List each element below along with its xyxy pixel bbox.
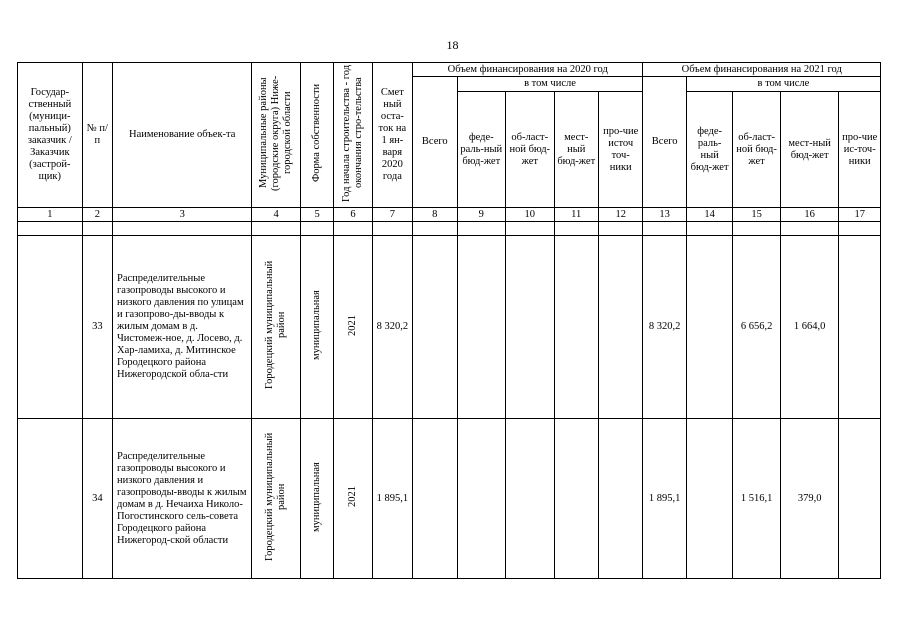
column-number: 11 [554,208,598,222]
column-number: 9 [457,208,506,222]
column-number-row [18,208,881,222]
row-federal-2021 [686,419,732,579]
column-number: 7 [372,208,412,222]
column-number: 5 [300,208,333,222]
spacer-row [18,222,881,236]
table-row [18,236,881,419]
row-customer [18,419,83,579]
header-index: № п/п [82,63,112,208]
header-regional-2021: об-ласт-ной бюд-жет [733,92,780,208]
header-including-2021: в том числе [686,77,880,92]
column-number: 10 [506,208,555,222]
financing-table [17,62,881,579]
table-row [18,419,881,579]
row-other-2021 [839,236,881,419]
row-index: 33 [82,236,112,419]
header-other-2021: про-чие ис-точ-ники [839,92,881,208]
header-fin-2020: Объем финансирования на 2020 год [413,63,643,77]
row-object-name: Распределительные газопроводы высокого и низкого давления по улицам и газопрово-ды-вводы к жилым домам в д. Чистомеж-ное, д. Лосево, д. Хар-ламиха, д. Митинское Городецкого района Нижегородской обла-сти [112,236,251,419]
row-district: Городецкий муниципальный район [252,419,301,579]
row-regional-2021: 6 656,2 [733,236,780,419]
header-name: Наименование объек-та [112,63,251,208]
column-number: 14 [686,208,732,222]
row-district: Городецкий муниципальный район [252,236,301,419]
row-other-2021 [839,419,881,579]
header-ownership: Форма собственности [300,63,333,208]
row-local-2020 [554,236,598,419]
header-fin-2021: Объем финансирования на 2021 год [643,63,881,77]
header-district: Муниципальные районы (городские округа) Ниже-городской области [252,63,301,208]
row-years: 2021 [334,419,372,579]
header-local-2020: мест-ный бюд-жет [554,92,598,208]
row-ownership: муниципальная [300,419,333,579]
header-total-2020: Всего [413,77,457,208]
row-total-2020 [413,236,457,419]
column-number: 15 [733,208,780,222]
row-object-name: Распределительные газопроводы высокого и низкого давления и газопроводы-вводы к жилым домам в д. Нечаиха Николо-Погостинского сель-совета Городецкого района Нижегород-ской области [112,419,251,579]
row-total-2021: 1 895,1 [643,419,686,579]
column-number: 4 [252,208,301,222]
page-number: 18 [446,38,459,52]
row-federal-2021 [686,236,732,419]
header-local-2021: мест-ный бюд-жет [780,92,839,208]
header-customer: Государ-ственный (муници-пальный) заказчик /Заказчик (застрой-щик) [18,63,83,208]
column-number: 3 [112,208,251,222]
column-number: 2 [82,208,112,222]
row-years: 2021 [334,236,372,419]
column-number: 6 [334,208,372,222]
row-local-2021: 1 664,0 [780,236,839,419]
row-federal-2020 [457,236,506,419]
row-index: 34 [82,419,112,579]
header-other-2020: про-чие источ точ-ники [598,92,642,208]
row-federal-2020 [457,419,506,579]
column-number: 1 [18,208,83,222]
header-remainder: Смет ный оста-ток на 1 ян-варя 2020 года [372,63,412,208]
header-total-2021: Всего [643,77,686,208]
header-regional-2020: об-ласт-ной бюд-жет [506,92,555,208]
column-number: 13 [643,208,686,222]
row-local-2021: 379,0 [780,419,839,579]
column-number: 16 [780,208,839,222]
column-number: 12 [598,208,642,222]
row-remainder: 8 320,2 [372,236,412,419]
header-including-2020: в том числе [457,77,643,92]
row-local-2020 [554,419,598,579]
row-remainder: 1 895,1 [372,419,412,579]
row-ownership: муниципальная [300,236,333,419]
row-other-2020 [598,419,642,579]
row-other-2020 [598,236,642,419]
row-regional-2021: 1 516,1 [733,419,780,579]
row-customer [18,236,83,419]
row-total-2020 [413,419,457,579]
row-total-2021: 8 320,2 [643,236,686,419]
header-federal-2020: феде-раль-ный бюд-жет [457,92,506,208]
header-federal-2021: феде-раль-ный бюд-жет [686,92,732,208]
row-regional-2020 [506,236,555,419]
header-years: Год начала строительства - год окончания стро-тельства [334,63,372,208]
column-number: 8 [413,208,457,222]
row-regional-2020 [506,419,555,579]
column-number: 17 [839,208,881,222]
